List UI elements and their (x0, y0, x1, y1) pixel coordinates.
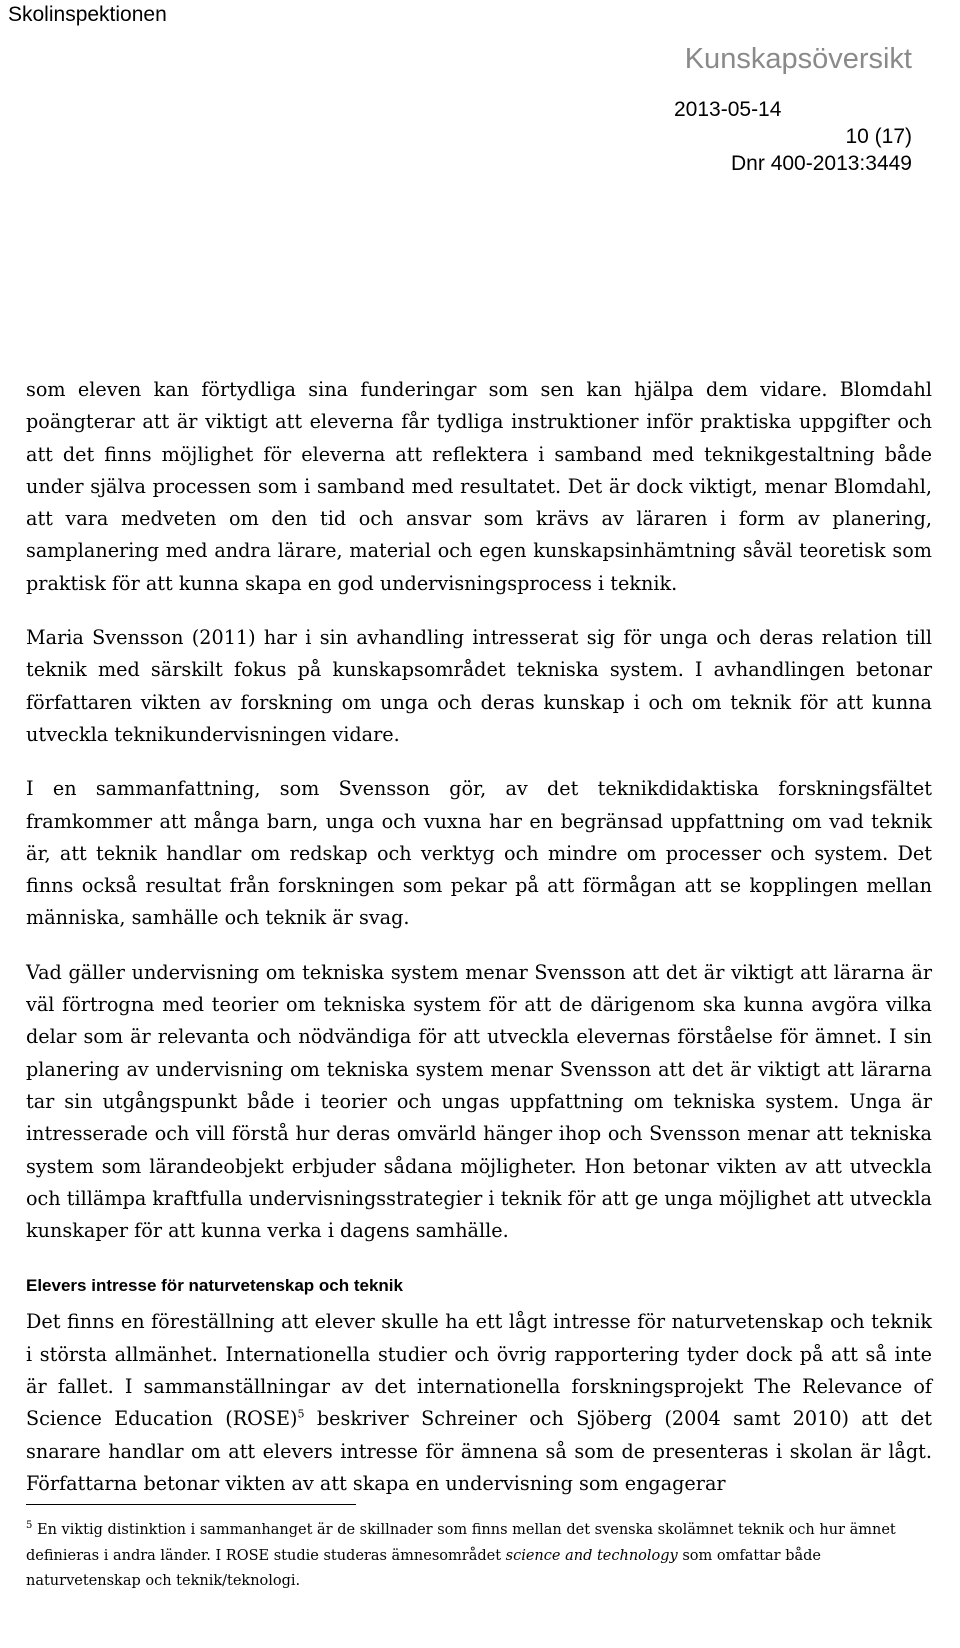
document-date: 2013-05-14 (674, 98, 782, 121)
organization-name: Skolinspektionen (8, 3, 167, 26)
page-number: 10 (17) (845, 125, 912, 148)
body-paragraph: som eleven kan förtydliga sina funderingar som sen kan hjälpa dem vidare. Blomdahl poängterar att är viktigt att eleverna får tydliga instruktioner inför praktiska uppgifter och att det finns möjlighet för eleverna att reflektera i samband med teknikgestaltning både under själva processen som i samband med resultatet. Det är dock viktigt, menar Blomdahl, att vara medveten om den tid och ansvar som krävs av läraren i form av planering, samplanering med andra lärare, material och egen kunskapsinhämtning såväl teoretisk som praktisk för att kunna skapa en god undervisningsprocess i teknik. (26, 378, 932, 595)
section-heading: Elevers intresse för naturvetenskap och teknik (26, 1276, 403, 1296)
document-body (26, 374, 932, 1522)
body-paragraph: Vad gäller undervisning om tekniska system menar Svensson att det är viktigt att lärarna är väl förtrogna med teorier om tekniska system för att de därigenom ska kunna avgöra vilka delar som är relevanta och nödvändiga för att utveckla elevernas förståelse för ämnet. I sin planering av undervisning om tekniska system menar Svensson att det är viktigt att lärarna tar sin utgångspunkt både i teorier och ungas uppfattning om tekniska system. Unga är intresserade och vill förstå hur deras omvärld hänger ihop och Svensson menar att tekniska system som lärandeobjekt erbjuder sådana möjligheter. Hon betonar vikten av att utveckla och tillämpa kraftfulla undervisningsstrategier i teknik för att ge unga möjlighet att utveckla kunskaper för att kunna verka i dagens samhälle. (26, 960, 932, 1243)
section-text-part-1: Det finns en föreställning att elever skulle ha ett lågt intresse för naturvetenskap och teknik i största allmänhet. Internationella studier och övrig rapportering tyder dock på att så inte är fallet. I sammanställningar av det internationella forskningsprojekt The Relevance of Science Education (ROSE) (26, 1310, 932, 1431)
footnote-number: 5 (26, 1520, 33, 1532)
diary-number: Dnr 400-2013:3449 (731, 152, 912, 175)
footnote-text-part-1: En viktig distinktion i sammanhanget är de skillnader som finns mellan det svenska skolämnet teknik och hur ämnet definieras i andra länder. I ROSE studie studeras ämnesområdet (26, 1522, 896, 1564)
section-paragraph (26, 1306, 932, 1500)
footnote-separator (26, 1504, 356, 1505)
section-text-part-2: beskriver Schreiner och Sjöberg (2004 samt 2010) att det snarare handlar om att elevers intresse för ämnena så som de presenteras i skolan är lågt. Författarna betonar vikten av att skapa en undervisning som engagerar (26, 1407, 933, 1495)
footnote-reference[interactable]: 5 (297, 1407, 305, 1421)
footnote-italic-term: science and technology (505, 1547, 678, 1564)
body-paragraph: I en sammanfattning, som Svensson gör, av det teknikdidaktiska forskningsfältet framkommer att många barn, unga och vuxna har en begränsad uppfattning om vad teknik är, att teknik handlar om redskap och verktyg och mindre om processer och system. Det finns också resultat från forskningen som pekar på att förmågan att se kopplingen mellan människa, samhälle och teknik är svag. (26, 777, 932, 930)
body-paragraph: Maria Svensson (2011) har i sin avhandling intresserat sig för unga och deras relation till teknik med särskilt fokus på kunskapsområdet tekniska system. I avhandlingen betonar författaren vikten av forskning om unga och deras kunskap i och om teknik för att kunna utveckla teknikundervisningen vidare. (26, 626, 932, 746)
footnote-text-part-2: som omfattar både naturvetenskap och teknik/teknologi. (26, 1547, 822, 1590)
document-title: Kunskapsöversikt (684, 43, 912, 75)
footnote (26, 1518, 906, 1595)
